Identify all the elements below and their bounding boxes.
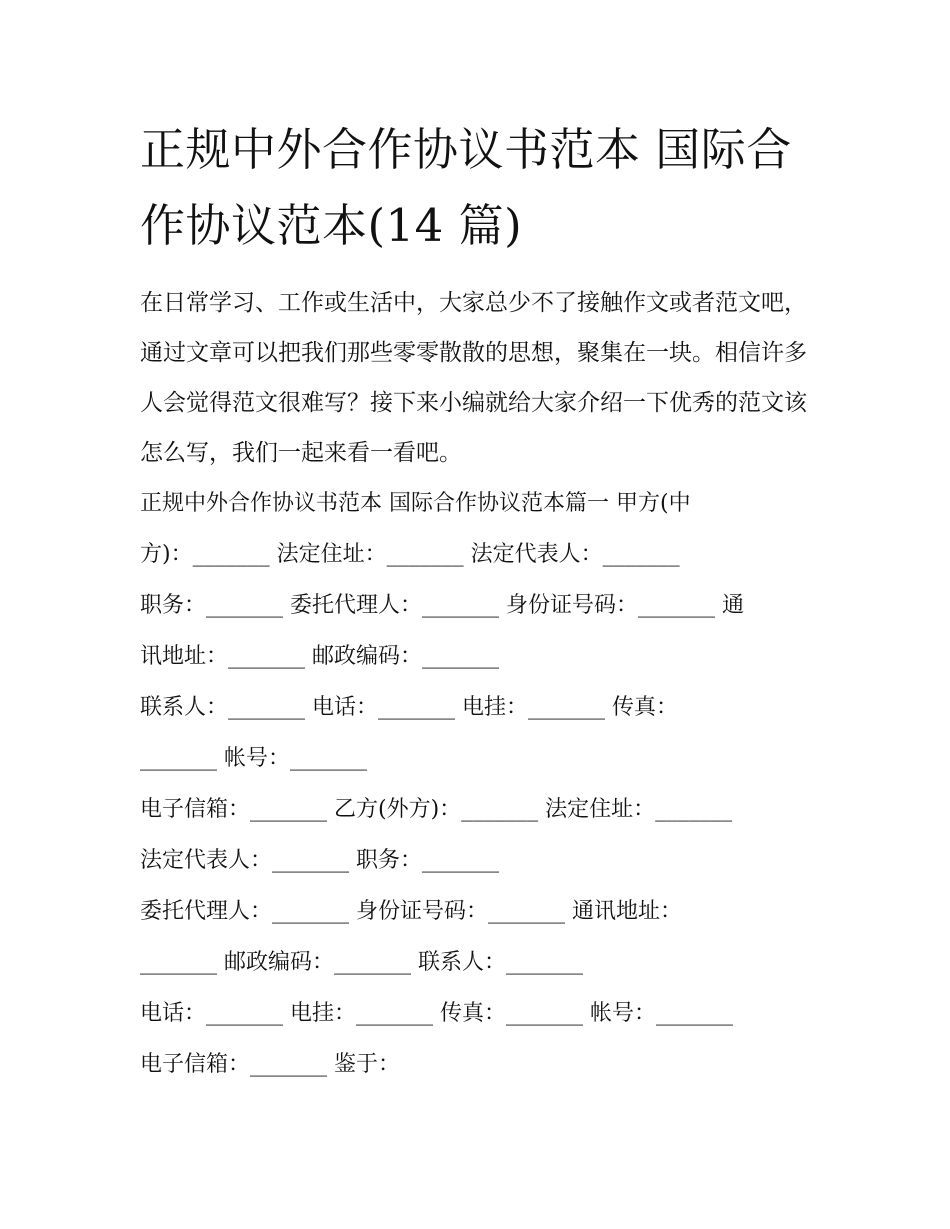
- document-body: [140, 112, 820, 1090]
- field-line: _______ 帐号：_______: [140, 746, 367, 771]
- field-line: 方)：_______ 法定住址：_______ 法定代表人：_______: [140, 542, 680, 567]
- field-line: 电话：_______ 电挂：_______ 传真：_______ 帐号：_______: [140, 1001, 733, 1026]
- field-line: 联系人：_______ 电话：_______ 电挂：_______ 传真：: [140, 695, 678, 720]
- intro-paragraph: 在日常学习、工作或生活中，大家总少不了接触作文或者范文吧，通过文章可以把我们那些零零散散的思想，聚集在一块。相信许多人会觉得范文很难写？接下来小编就给大家介绍一下优秀的范文该怎么写，我们一起来看一看吧。: [140, 290, 807, 466]
- field-line: 讯地址：_______ 邮政编码：_______: [140, 644, 499, 669]
- field-line: 法定代表人：_______ 职务：_______: [140, 848, 499, 873]
- field-line: 职务：_______ 委托代理人：_______ 身份证号码：_______ 通: [140, 593, 744, 618]
- party-fields: [140, 478, 820, 1090]
- field-line: 正规中外合作协议书范本 国际合作协议范本篇一 甲方(中: [140, 491, 691, 516]
- field-line: _______ 邮政编码：_______ 联系人：_______: [140, 950, 583, 975]
- field-line: 委托代理人：_______ 身份证号码：_______ 通讯地址：: [140, 899, 682, 924]
- field-line: 电子信箱：_______ 乙方(外方)：_______ 法定住址：_______: [140, 797, 733, 822]
- field-line: 电子信箱：_______ 鉴于：: [140, 1052, 400, 1077]
- document-title: 正规中外合作协议书范本 国际合作协议范本(14 篇): [140, 123, 792, 252]
